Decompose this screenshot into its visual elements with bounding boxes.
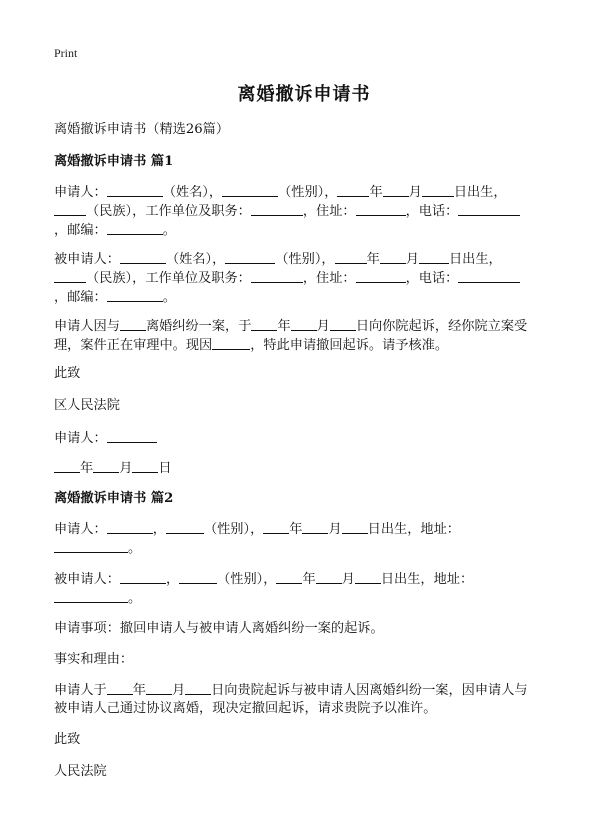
- month-text: 月: [328, 522, 342, 537]
- month-text: 月: [119, 461, 133, 476]
- address-text: ，住址：: [302, 204, 356, 219]
- section2-facts-heading: 事实和理由：: [54, 652, 134, 667]
- gender-field-text: （性别），: [275, 252, 335, 267]
- section2-body-line1: [54, 680, 554, 701]
- end-text: 。: [128, 541, 142, 556]
- signature-label: 申请人：: [54, 431, 107, 446]
- phone-text: ，电话：: [405, 271, 459, 286]
- blank-phone: [458, 268, 520, 283]
- section1-court: 区人民法院: [54, 398, 120, 413]
- blank-name: [107, 182, 163, 197]
- ethnicity-text: （民族），工作单位及职务：: [86, 271, 251, 286]
- blank-postcode: [107, 220, 163, 235]
- year-text: 年: [302, 572, 316, 587]
- blank-year: [54, 458, 80, 473]
- name-field-text: （姓名），: [165, 252, 226, 267]
- sep-text: ，: [165, 572, 180, 587]
- year-text: 年: [132, 683, 146, 698]
- section2-matter: 申请事项：撤回申请人与被申请人离婚纠纷一案的起诉。: [54, 621, 384, 636]
- blank-day: [422, 182, 454, 197]
- blank-month: [302, 519, 328, 534]
- section1-signature: [54, 428, 554, 449]
- gender-field-text: （性别），: [203, 522, 264, 537]
- end-text: 。: [128, 591, 142, 606]
- blank-reason: [212, 335, 250, 350]
- month-text: 月: [316, 319, 330, 334]
- blank-year: [337, 182, 369, 197]
- section1-respondent-line2: [54, 268, 554, 289]
- month-text: 月: [341, 572, 355, 587]
- document-title: 离婚撤诉申请书: [237, 84, 371, 105]
- blank-name: [107, 519, 153, 534]
- section2-applicant-line1: [54, 519, 554, 540]
- body-text: ，特此申请撤回起诉。请予核准。: [250, 338, 449, 353]
- birth-text: 日出生，地址：: [380, 572, 474, 587]
- blank-month: [93, 458, 119, 473]
- blank-month: [291, 316, 317, 331]
- section1-applicant-line1: [54, 182, 554, 203]
- blank-phone: [458, 201, 520, 216]
- section1-applicant-line2: [54, 201, 554, 222]
- phone-text: ，电话：: [405, 204, 459, 219]
- blank-postcode: [107, 287, 163, 302]
- blank-year: [107, 680, 133, 695]
- section2-heading: 离婚撤诉申请书 篇2: [54, 491, 174, 506]
- blank-year: [335, 249, 367, 264]
- gender-field-text: （性别），: [278, 185, 338, 200]
- blank-address: [54, 588, 128, 603]
- end-text: 。: [162, 223, 176, 238]
- body-text: 日向你院起诉，经你院立案受: [355, 319, 528, 334]
- blank-month: [316, 569, 342, 584]
- blank-address: [356, 201, 406, 216]
- name-field-text: （姓名），: [162, 185, 223, 200]
- document-subtitle: 离婚撤诉申请书（精选26篇）: [54, 122, 230, 137]
- blank-job: [251, 268, 303, 283]
- section1-body-line2: [54, 335, 554, 356]
- section2-court: 人民法院: [54, 764, 107, 779]
- blank-day: [355, 569, 381, 584]
- blank-gender: [225, 249, 275, 264]
- body-text: 理，案件正在审理中。现因: [54, 338, 213, 353]
- blank-party: [120, 316, 146, 331]
- blank-job: [251, 201, 303, 216]
- postcode-text: ，邮编：: [54, 223, 107, 238]
- month-text: 月: [405, 252, 419, 267]
- year-text: 年: [289, 522, 303, 537]
- body-text: 日向贵院起诉与被申请人因离婚纠纷一案，因申请人与: [211, 683, 528, 698]
- section1-applicant-line3: [54, 220, 554, 241]
- blank-year: [276, 569, 302, 584]
- year-text: 年: [80, 461, 94, 476]
- birth-text: 日出生，: [453, 185, 507, 200]
- blank-ethnicity: [54, 268, 86, 283]
- ethnicity-text: （民族），工作单位及职务：: [86, 204, 251, 219]
- blank-signature: [107, 428, 157, 443]
- section2-applicant-line2: [54, 538, 554, 559]
- blank-ethnicity: [166, 519, 204, 534]
- label: 被申请人：: [54, 572, 120, 587]
- body-text: 离婚纠纷一案，于: [145, 319, 252, 334]
- blank-ethnicity: [179, 569, 217, 584]
- label: 申请人：: [54, 185, 107, 200]
- blank-gender: [222, 182, 278, 197]
- blank-day: [342, 519, 368, 534]
- blank-address: [54, 538, 128, 553]
- year-text: 年: [277, 319, 291, 334]
- section2-closing: 此致: [54, 732, 81, 747]
- end-text: 。: [162, 290, 176, 305]
- year-text: 年: [366, 252, 380, 267]
- sep-text: ，: [152, 522, 166, 537]
- body-text: 申请人于: [54, 683, 107, 698]
- section2-body-line2: 被申请人己通过协议离婚，现决定撤回起诉，请求贵院予以准许。: [54, 701, 437, 716]
- section1-date: [54, 458, 554, 479]
- blank-ethnicity: [54, 201, 86, 216]
- blank-day: [419, 249, 449, 264]
- year-text: 年: [369, 185, 383, 200]
- body-text: 申请人因与: [54, 319, 120, 334]
- section1-body-line1: [54, 316, 554, 337]
- day-text: 日: [158, 461, 172, 476]
- postcode-text: ，邮编：: [54, 290, 107, 305]
- print-link[interactable]: Print: [54, 46, 78, 60]
- blank-day: [132, 458, 158, 473]
- label: 被申请人：: [54, 252, 120, 267]
- section1-respondent-line1: [54, 249, 554, 270]
- blank-name: [120, 249, 166, 264]
- section1-respondent-line3: [54, 287, 554, 308]
- section2-respondent-line2: [54, 588, 554, 609]
- gender-field-text: （性别），: [217, 572, 277, 587]
- blank-name: [120, 569, 166, 584]
- address-text: ，住址：: [302, 271, 356, 286]
- blank-day: [185, 680, 211, 695]
- section1-closing: 此致: [54, 366, 81, 381]
- blank-day: [330, 316, 356, 331]
- blank-year: [263, 519, 289, 534]
- blank-month: [146, 680, 172, 695]
- blank-month: [380, 249, 406, 264]
- section2-respondent-line1: [54, 569, 554, 590]
- birth-text: 日出生，地址：: [367, 522, 460, 537]
- blank-address: [356, 268, 406, 283]
- blank-year: [251, 316, 277, 331]
- label: 申请人：: [54, 522, 107, 537]
- section1-heading: 离婚撤诉申请书 篇1: [54, 154, 174, 169]
- blank-month: [383, 182, 409, 197]
- month-text: 月: [408, 185, 422, 200]
- birth-text: 日出生，: [449, 252, 502, 267]
- month-text: 月: [171, 683, 186, 698]
